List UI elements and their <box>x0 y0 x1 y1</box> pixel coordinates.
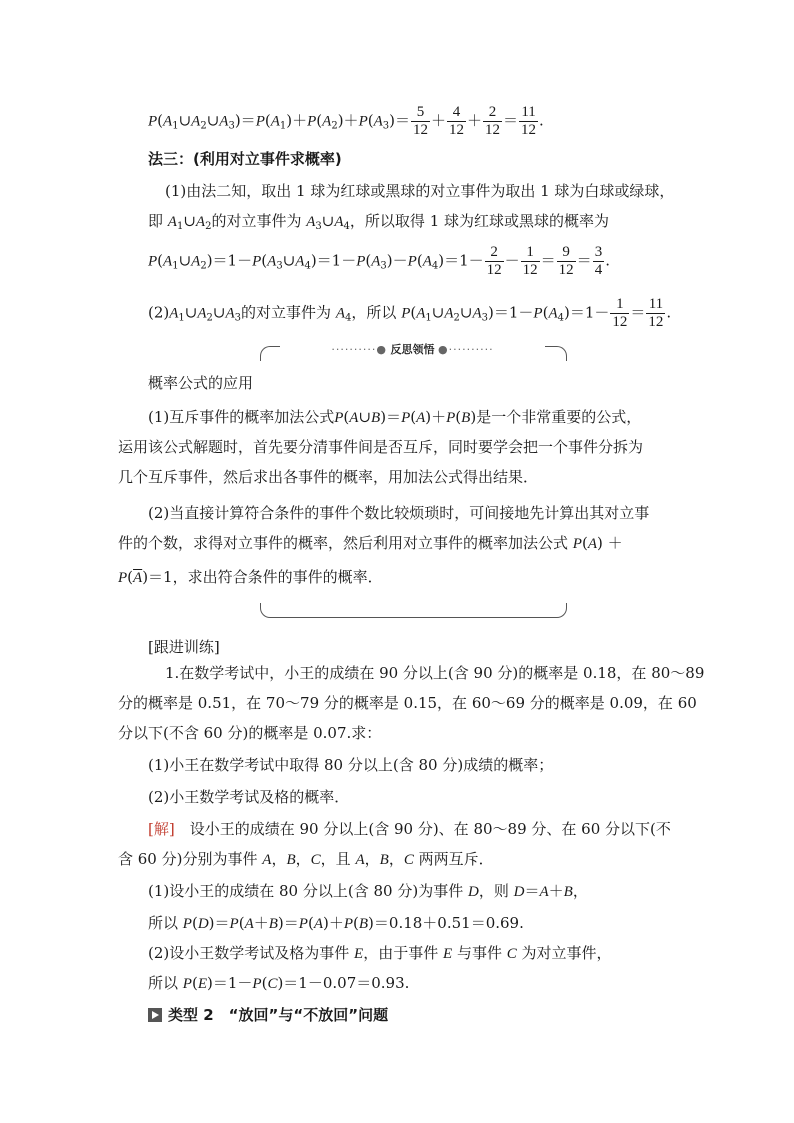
method3-p1-line2: 即 $A_1\cup A_2$的对立事件为 $A_3\cup A_4$，所以取得 1 球为红球或黑球的概率为 <box>148 212 610 232</box>
solution-tag: [解] <box>148 820 175 838</box>
formula-union-three: $P(A_1\cup A_2\cup A_3)=P(A_1)+P(A_2)+P(A_3)=$ $\frac{5}{12}$ ＋ $\frac{4}{12}$ ＋ $\frac{2}{12}$ ＝ $\frac{11}{12}$ . <box>148 104 544 138</box>
solution-part-a-line2: 所以 P(D)＝P(A＋B)＝P(A)＋P(B)＝0.18＋0.51＝0.69. <box>148 914 524 932</box>
reflection-p1-line1: (1)互斥事件的概率加法公式P(A∪B)＝P(A)＋P(B)是一个非常重要的公式， <box>148 408 642 426</box>
formula-complement-1: $P(A_1\cup A_2)=1-P(A_3\cup A_4)=1-P(A_3)-P(A_4)=1-$ $\frac{2}{12}$ － $\frac{1}{12}$ ＝ $\frac{9}{12}$ ＝ $\frac{3}{4}$ . <box>148 244 610 278</box>
solution-line2: 含 60 分)分别为事件 A，B，C，且 A，B，C 两两互斥． <box>118 850 494 868</box>
method3-p1-line1: (1)由法二知，取出 1 球为红球或黑球的对立事件为取出 1 球为白球或绿球， <box>165 182 675 200</box>
reflection-p1-line2: 运用该公式解题时，首先要分清事件间是否互斥，同时要学会把一个事件分拆为 <box>118 438 644 456</box>
practice-label: [跟进训练] <box>148 638 220 656</box>
question-1-part-b: (2)小王数学考试及格的概率． <box>148 788 350 806</box>
method3-title: 法三：(利用对立事件求概率) <box>148 150 342 168</box>
reflection-p2-line3: $P(\overline{A})=1$，求出符合条件的事件的概率． <box>118 568 383 586</box>
question-1-line2: 分的概率是 0.51，在 70～79 分的概率是 0.15，在 60～69 分的概率是 0.09，在 60 <box>118 694 697 712</box>
question-1-part-a: (1)小王在数学考试中取得 80 分以上(含 80 分)成绩的概率； <box>148 756 554 774</box>
solution-line1: [解] 设小王的成绩在 90 分以上(含 90 分)、在 80～89 分、在 60 分以下(不 <box>148 820 671 838</box>
reflection-label: ··········● 反思领悟 ●·········· <box>280 341 545 357</box>
reflection-p2-line1: (2)当直接计算符合条件的事件个数比较烦琐时，可间接地先计算出其对立事 <box>148 504 650 522</box>
formula-complement-2: $(2)A_1\cup A_2\cup A_3$的对立事件为 $A_4$，所以 $P(A_1\cup A_2\cup A_3)=1-P(A_4)=1-$ $\frac{1}{12}$ ＝ $\frac{11}{12}$ . <box>148 296 672 330</box>
reflection-p1-line3: 几个互斥事件，然后求出各事件的概率，用加法公式得出结果． <box>118 468 539 486</box>
reflection-frame-bottom <box>260 603 567 618</box>
question-1-line1: 1.在数学考试中，小王的成绩在 90 分以上(含 90 分)的概率是 0.18，在 80～89 <box>165 664 705 682</box>
solution-part-b-line2: 所以 P(E)＝1－P(C)＝1－0.07＝0.93. <box>148 974 410 992</box>
reflection-p2-line2: 件的个数，求得对立事件的概率，然后利用对立事件的概率加法公式 P(A) ＋ <box>118 534 623 552</box>
play-triangle-icon <box>148 1008 162 1022</box>
type-heading: 类型 2 “放回”与“不放回”问题 <box>148 1004 388 1026</box>
reflection-title: 概率公式的应用 <box>148 374 254 392</box>
solution-part-a-line1: (1)设小王的成绩在 80 分以上(含 80 分)为事件 D，则 D＝A＋B， <box>148 882 588 900</box>
question-1-line3: 分以下(不含 60 分)的概率是 0.07.求： <box>118 724 382 742</box>
solution-part-b-line1: (2)设小王数学考试及格为事件 E，由于事件 E 与事件 C 为对立事件， <box>148 944 612 962</box>
